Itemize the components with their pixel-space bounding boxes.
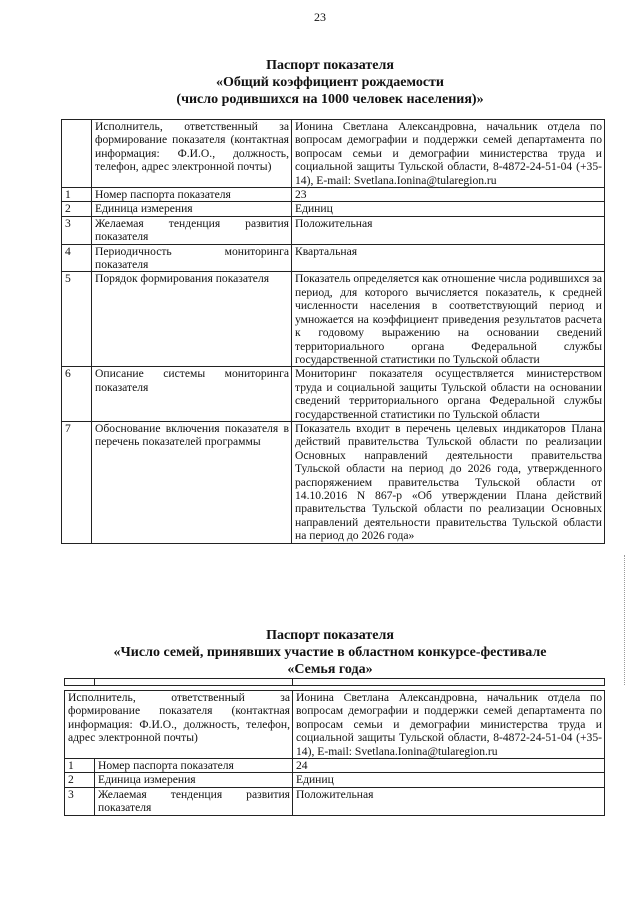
passport-1-table: [61, 119, 605, 544]
table-row: [62, 272, 605, 367]
executor-value: Ионина Светлана Александровна, начальник отдела по вопросам демографии и поддержки семей департамента по вопросам семьи и демографии министерства труда и социальной защиты Тульской области, 8-4872-24-51-04 (+35-14), E-mail: Svetlana.Ionina@tularegion.ru: [292, 120, 605, 188]
passport-2-title-line: Паспорт показателя: [266, 628, 394, 643]
table-row: [65, 773, 605, 787]
executor-label: Исполнитель, ответственный за формирование показателя (контактная информация: Ф.И.О., должность, телефон, адрес электронной почты): [92, 120, 292, 188]
row-value: Положительная: [292, 216, 605, 244]
row-label: Порядок формирования показателя: [92, 272, 292, 367]
executor-value: Ионина Светлана Александровна, начальник отдела по вопросам демографии и поддержки семей департамента по вопросам семьи и демографии министерства труда и социальной защиты Тульской области, 8-4872-24-51-04 (+35-14), E-mail: Svetlana.Ionina@tularegion.ru: [293, 691, 605, 759]
row-number: 6: [62, 367, 92, 422]
passport-1-title-line: Паспорт показателя: [266, 58, 394, 73]
row-label: Единица измерения: [92, 202, 292, 216]
table-row: [62, 367, 605, 422]
row-value: Показатель входит в перечень целевых индикаторов Плана действий правительства Тульской области по реализации Основных направлений деятельности правительства Тульской области на период до 2026 года, утвержденного распоряжением правительства Тульской области от 14.10.2016 N 867-р «Об утверждении Плана действий правительства Тульской области по реализации Основных направлений деятельности правительства Тульской области на период до 2026 года»: [292, 421, 605, 543]
page-number: 23: [314, 10, 326, 24]
passport-2-table: [64, 678, 605, 816]
row-value: 24: [293, 759, 605, 773]
row-value: 23: [292, 188, 605, 202]
row-label: Номер паспорта показателя: [92, 188, 292, 202]
row-number: 3: [65, 787, 95, 815]
passport-1-title-line: (число родившихся на 1000 человек населения)»: [176, 92, 484, 107]
row-label: Желаемая тенденция развития показателя: [92, 216, 292, 244]
row-number: 2: [65, 773, 95, 787]
row-value: Единиц: [293, 773, 605, 787]
table-row: [62, 202, 605, 216]
table-row: [62, 421, 605, 543]
row-value: Положительная: [293, 787, 605, 815]
row-label: Периодичность мониторинга показателя: [92, 244, 292, 272]
row-number: 5: [62, 272, 92, 367]
table-row: [62, 216, 605, 244]
passport-2-title-line: «Число семей, принявших участие в областном конкурсе-фестивале: [113, 645, 547, 660]
row-number: 1: [65, 759, 95, 773]
passport-1-title-line: «Общий коэффициент рождаемости: [216, 75, 444, 90]
row-number: 2: [62, 202, 92, 216]
spacer-cell: [293, 679, 605, 686]
spacer-cell: [95, 679, 293, 686]
table-row: [62, 244, 605, 272]
row-label: Номер паспорта показателя: [95, 759, 293, 773]
row-label: Описание системы мониторинга показателя: [92, 367, 292, 422]
row-value: Единиц: [292, 202, 605, 216]
executor-label: Исполнитель, ответственный за формирование показателя (контактная информация: Ф.И.О., должность, телефон, адрес электронной почты): [65, 691, 293, 759]
row-value: Показатель определяется как отношение числа родившихся за период, для которого вычисляется показатель, к средней численности населения в соответствующий период и умножается на коэффициент приведения результатов расчета к годовому выражению на основании сведений территориального органа Федеральной службы государственной статистики по Тульской области: [292, 272, 605, 367]
row-value: Мониторинг показателя осуществляется министерством труда и социальной защиты Тульской области на основании сведений территориального органа Федеральной службы государственной статистики по Тульской области: [292, 367, 605, 422]
table-row: [65, 691, 605, 759]
row-label: Обоснование включения показателя в перечень показателей программы: [92, 421, 292, 543]
row-label: Желаемая тенденция развития показателя: [95, 787, 293, 815]
row-number: 7: [62, 421, 92, 543]
spacer-cell: [65, 679, 95, 686]
row-number: [62, 120, 92, 188]
table-header-spacer: [65, 679, 605, 686]
table-row: [65, 759, 605, 773]
table-row: [62, 188, 605, 202]
table-row: [62, 120, 605, 188]
table-row: [65, 787, 605, 815]
passport-2-title-line: «Семья года»: [287, 662, 373, 677]
row-value: Квартальная: [292, 244, 605, 272]
row-number: 1: [62, 188, 92, 202]
row-number: 4: [62, 244, 92, 272]
row-label: Единица измерения: [95, 773, 293, 787]
scan-artifact-line: [624, 555, 625, 685]
row-number: 3: [62, 216, 92, 244]
